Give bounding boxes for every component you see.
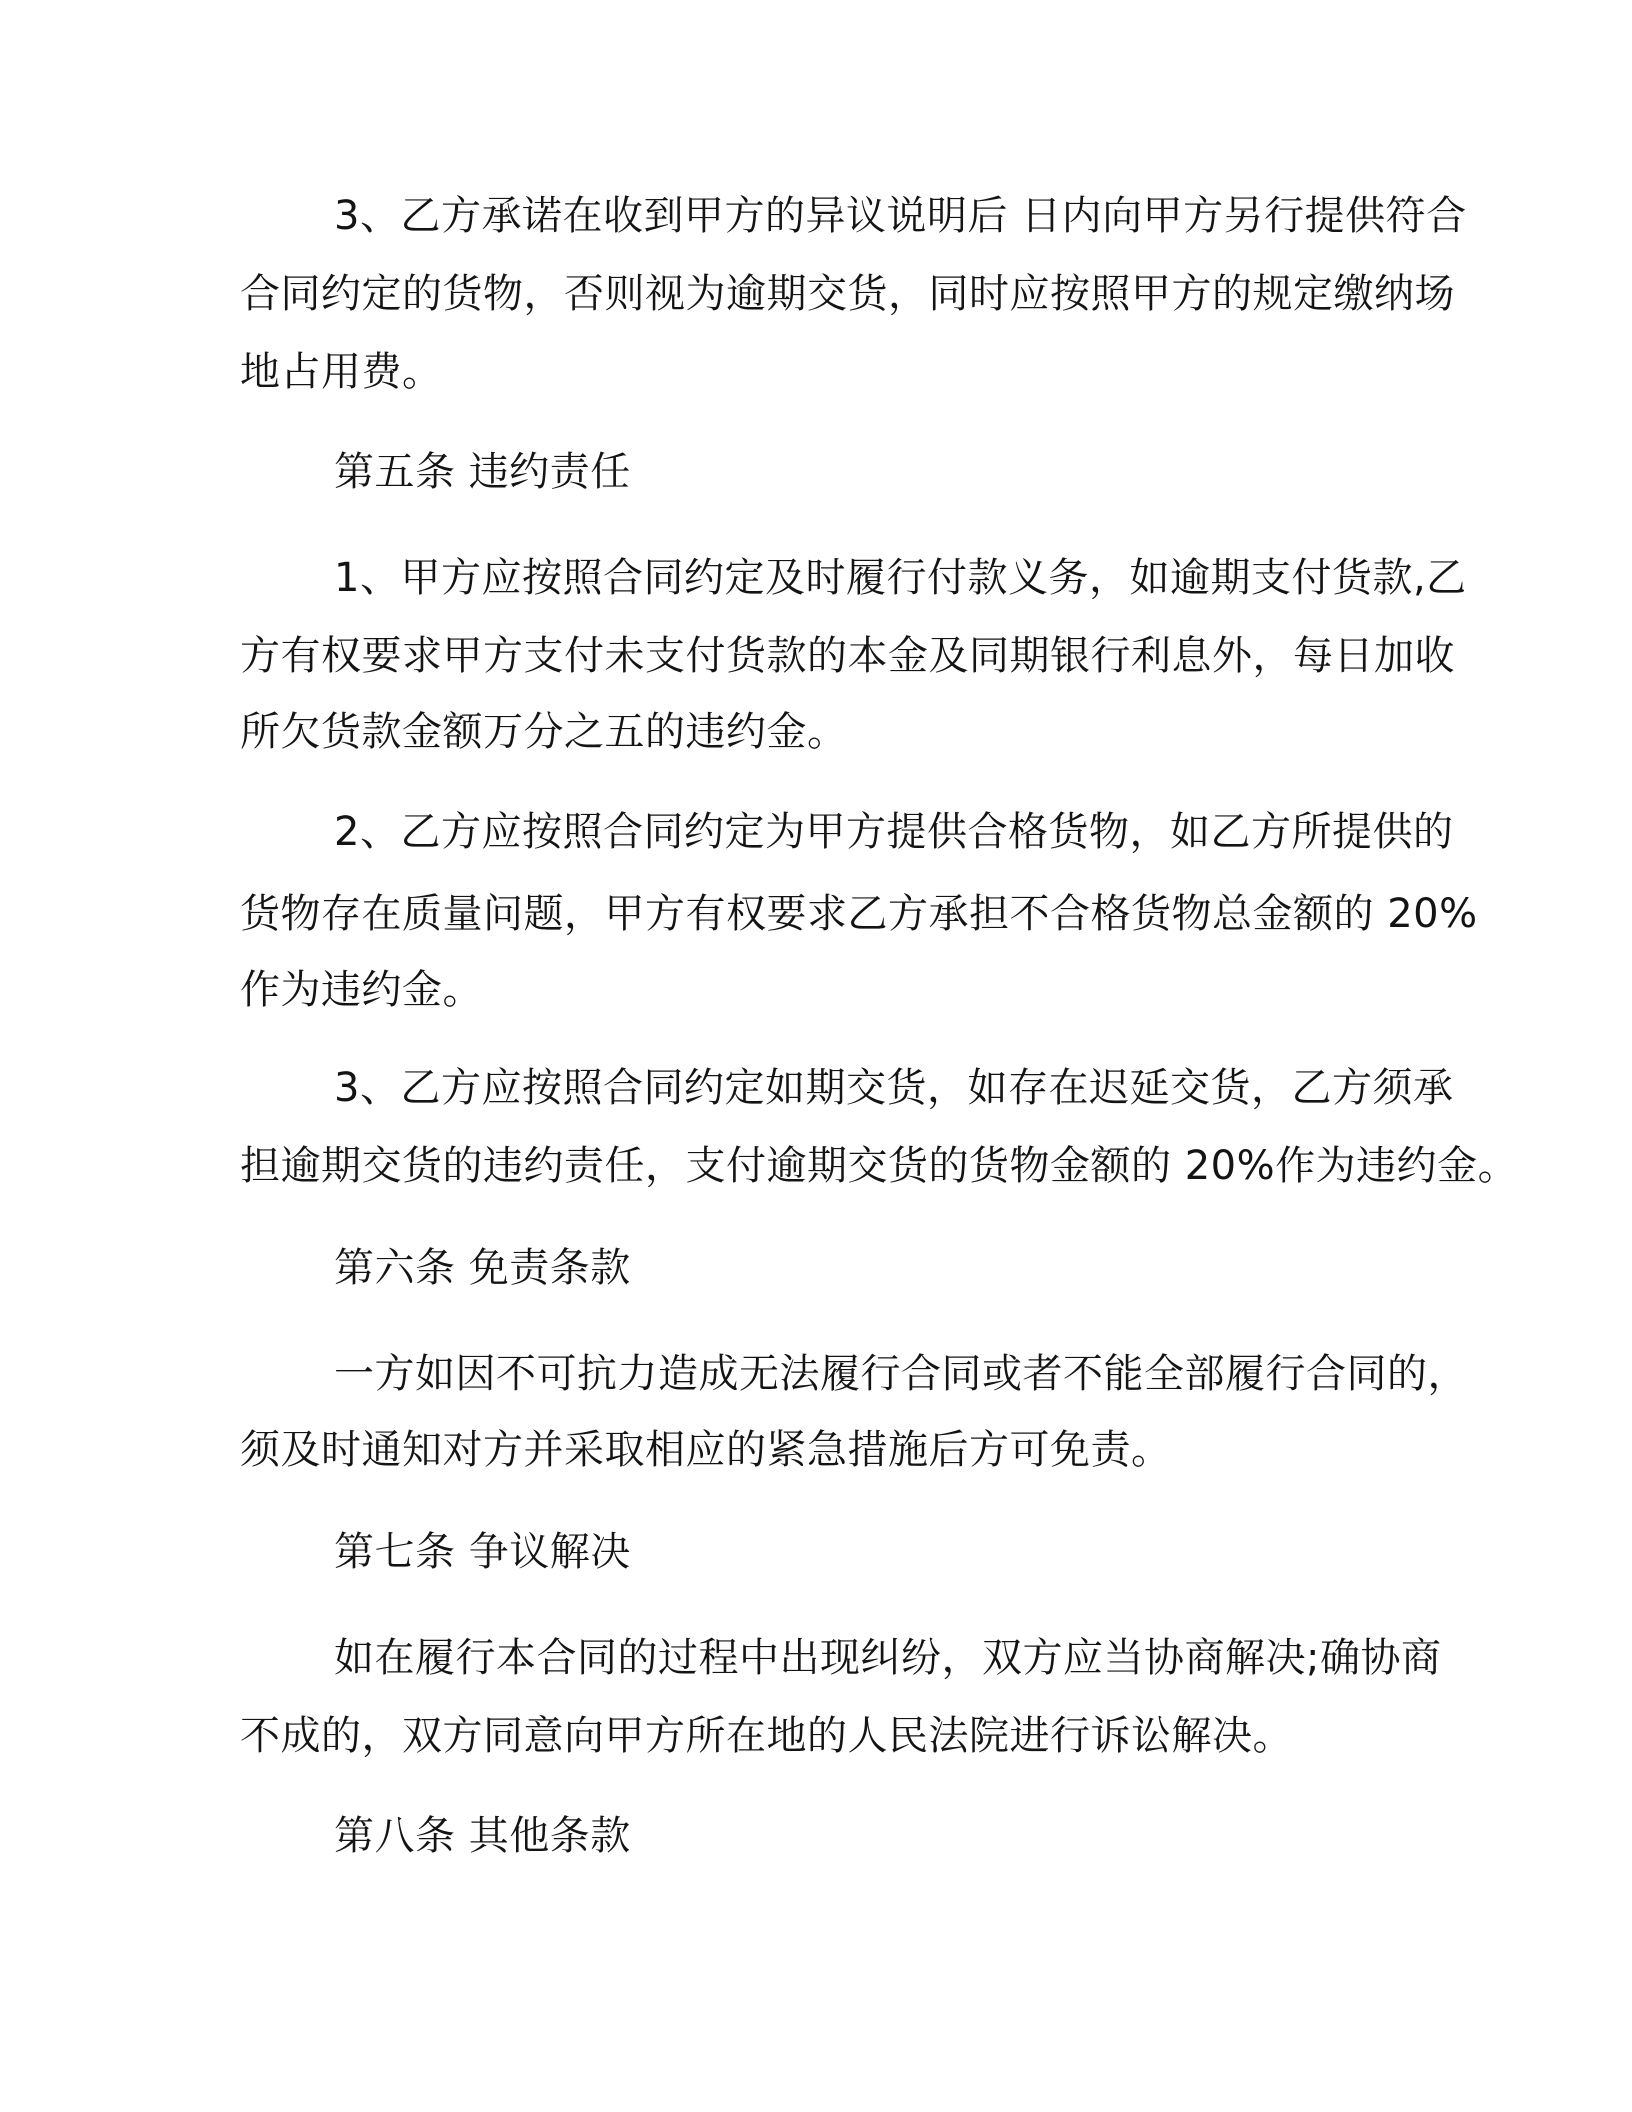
text-line: 2、乙方应按照合同约定为甲方提供合格货物，如乙方所提供的 [334, 809, 1454, 855]
section-heading: 第五条 违约责任 [334, 449, 631, 495]
text-line: 货物存在质量问题，甲方有权要求乙方承担不合格货物总金额的 20% [240, 891, 1478, 937]
text-line: 3、乙方承诺在收到甲方的异议说明后 日内向甲方另行提供符合 [334, 193, 1467, 239]
text-line: 所欠货款金额万分之五的违约金。 [240, 709, 848, 755]
section-heading: 第八条 其他条款 [334, 1813, 631, 1859]
text-line: 地占用费。 [240, 349, 443, 395]
text-line: 一方如因不可抗力造成无法履行合同或者不能全部履行合同的， [334, 1351, 1468, 1397]
text-line: 担逾期交货的违约责任，支付逾期交货的货物金额的 20%作为违约金。 [240, 1143, 1519, 1189]
text-line: 作为违约金。 [240, 967, 483, 1013]
text-line: 方有权要求甲方支付未支付货款的本金及同期银行利息外，每日加收 [240, 633, 1455, 679]
text-line: 如在履行本合同的过程中出现纠纷，双方应当协商解决;确协商 [334, 1635, 1442, 1681]
text-line: 不成的，双方同意向甲方所在地的人民法院进行诉讼解决。 [240, 1713, 1293, 1759]
text-line: 3、乙方应按照合同约定如期交货，如存在迟延交货，乙方须承 [334, 1065, 1454, 1111]
text-line: 合同约定的货物，否则视为逾期交货，同时应按照甲方的规定缴纳场 [240, 271, 1455, 317]
section-heading: 第六条 免责条款 [334, 1245, 631, 1291]
section-heading: 第七条 争议解决 [334, 1529, 631, 1575]
text-line: 1、甲方应按照合同约定及时履行付款义务，如逾期支付货款,乙 [334, 555, 1467, 601]
text-line: 须及时通知对方并采取相应的紧急措施后方可免责。 [240, 1427, 1172, 1473]
